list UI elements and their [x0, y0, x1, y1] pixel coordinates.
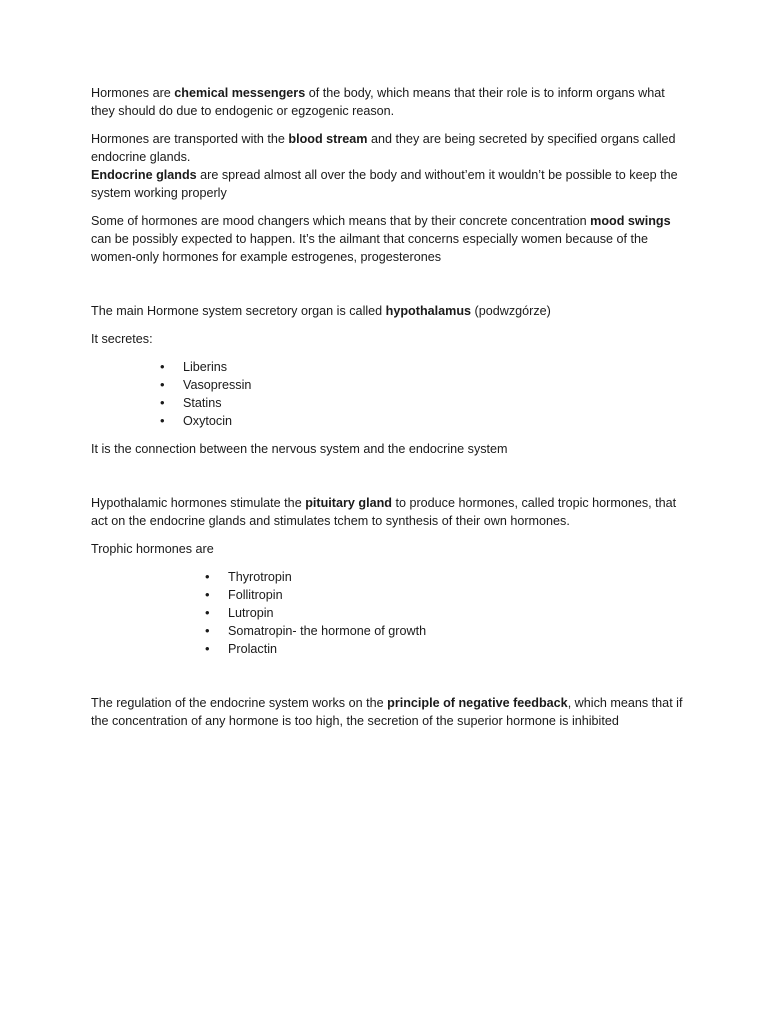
bold-term: Endocrine glands — [91, 168, 197, 182]
spacer — [91, 468, 691, 494]
paragraph-mood-swings — [91, 212, 691, 266]
list-item — [91, 394, 691, 412]
text: Hypothalamic hormones stimulate the — [91, 496, 306, 510]
spacer — [91, 668, 691, 694]
list-item — [91, 412, 691, 430]
bullet-icon: • — [160, 413, 165, 428]
list-item-text: Statins — [183, 396, 222, 410]
bullet-icon: • — [160, 359, 165, 374]
bullet-icon: • — [205, 605, 210, 620]
paragraph-blood-stream — [91, 130, 691, 166]
bold-term: pituitary gland — [305, 496, 392, 510]
bold-term: hypothalamus — [385, 304, 472, 318]
text: to produce hormones, called tropic hormones, that act on the endocrine glands and stimulates tchem to synthesis of their own hormones. — [91, 496, 677, 528]
bold-term: principle of negative feedback — [387, 696, 568, 710]
text: are spread almost all over the body and without’em it wouldn’t be possible to keep the system working properly — [91, 168, 678, 200]
list-item-text: Follitropin — [228, 588, 283, 602]
list-item-text: Oxytocin — [183, 414, 232, 428]
paragraph-connection: It is the connection between the nervous system and the endocrine system — [91, 442, 508, 456]
list-item-text: Liberins — [183, 360, 228, 374]
list-item-text: Somatropin- the hormone of growth — [228, 624, 427, 638]
bullet-icon: • — [205, 623, 210, 638]
list-item — [91, 604, 691, 622]
bullet-icon: • — [160, 377, 165, 392]
list-item — [91, 376, 691, 394]
text: The regulation of the endocrine system works on the — [91, 696, 388, 710]
bullet-icon: • — [205, 569, 210, 584]
paragraph-negative-feedback — [91, 694, 691, 730]
bullet-icon: • — [205, 641, 210, 656]
list-item — [91, 586, 691, 604]
text: (podwzgórze) — [471, 304, 551, 318]
paragraph-chemical-messengers — [91, 84, 691, 120]
text: can be possibly expected to happen. It’s the ailmant that concerns especially women because of the women-only hormones for example estrogenes, progesterones — [91, 232, 649, 264]
text: Hormones are transported with the — [91, 132, 289, 146]
trophic-hormone-list — [91, 568, 691, 658]
list-item — [91, 640, 691, 658]
paragraph-it-secretes: It secretes: — [91, 332, 153, 346]
hypothalamus-hormone-list — [91, 358, 691, 430]
paragraph-trophic-hormones: Trophic hormones are — [91, 542, 214, 556]
paragraph-hypothalamus — [91, 302, 691, 320]
bold-term: blood stream — [288, 132, 368, 146]
list-item-text: Prolactin — [228, 642, 277, 656]
document-page — [91, 84, 691, 740]
text: Hormones are — [91, 86, 175, 100]
text: Some of hormones are mood changers which means that by their concrete concentration — [91, 214, 591, 228]
list-item — [91, 622, 691, 640]
paragraph-endocrine-glands — [91, 166, 691, 202]
text: and they are being secreted by specified organs called endocrine glands. — [91, 132, 676, 164]
list-item-text: Vasopressin — [183, 378, 252, 392]
text: of the body, which means that their role is to inform organs what they should do due to endogenic or egzogenic reason. — [91, 86, 665, 118]
list-item — [91, 358, 691, 376]
bullet-icon: • — [205, 587, 210, 602]
bullet-icon: • — [160, 395, 165, 410]
list-item — [91, 568, 691, 586]
spacer — [91, 276, 691, 302]
text: The main Hormone system secretory organ is called — [91, 304, 386, 318]
list-item-text: Thyrotropin — [228, 570, 292, 584]
text: , which means that if the concentration of any hormone is too high, the secretion of the superior hormone is inhibited — [91, 696, 683, 728]
paragraph-pituitary-gland — [91, 494, 691, 530]
list-item-text: Lutropin — [228, 606, 274, 620]
bold-term: chemical messengers — [174, 86, 306, 100]
bold-term: mood swings — [590, 214, 671, 228]
